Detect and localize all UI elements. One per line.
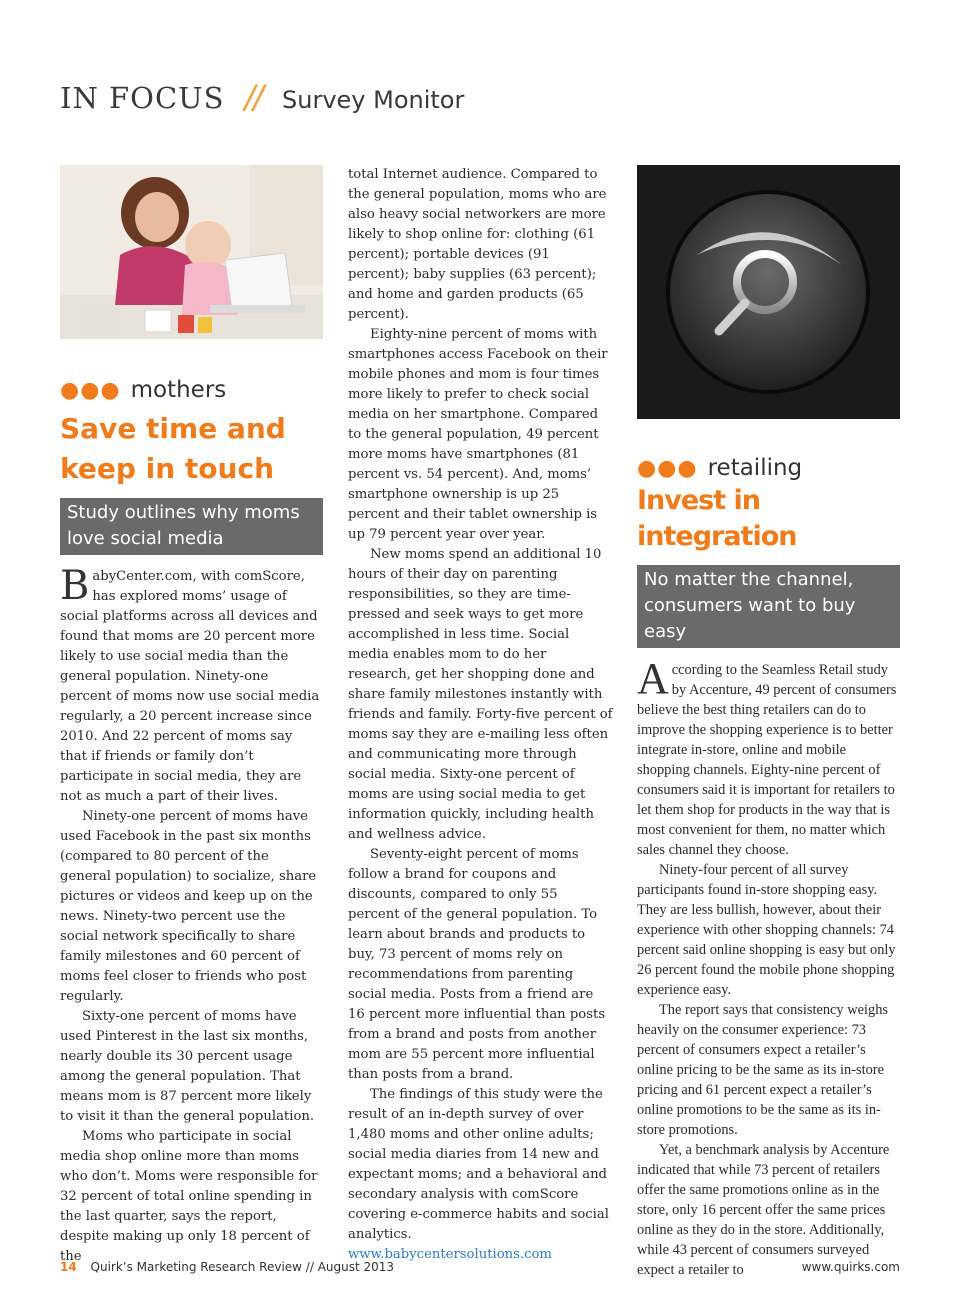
paragraph: Sixty-one percent of moms have used Pinterest in the last six months, nearly double its 30 percent usage among the general population. That means mom is 87 percent more likely to visit it than the general population. xyxy=(60,1009,315,1124)
dek-line: love social media xyxy=(67,528,224,549)
paragraph: New moms spend an additional 10 hours of their day on parenting responsibilities, so they are time-pressed and seek ways to get more accomplished in less time. Social media enables mom to do her research, get her shopping done and share family milestones instantly with friends and family. Forty-five percent of moms say they are e-mailing less often and communicating more through social media. Sixty-one percent of moms are using social media to get information quickly, including health and wellness advice. xyxy=(348,547,613,842)
paragraph: Seventy-eight percent of moms follow a brand for coupons and discounts, compared to only 55 percent of the general population. To learn about brands and products to buy, 73 percent of moms rely on recommendations from parenting social media. Posts from a friend are 16 percent more influential than posts from a brand and posts from another mom are 55 percent more influential than posts from a brand. xyxy=(348,847,606,1082)
paragraph: Moms who participate in social media shop online more than moms who don’t. Moms were responsible for 32 percent of total online spending in the last quarter, says the report, despite making up only 18 percent of the xyxy=(60,1129,318,1264)
bullet-dots-icon: ●●● xyxy=(60,377,121,403)
category-label-mothers xyxy=(60,377,323,403)
paragraph: BabyCenter.com, with comScore, has explored moms’ usage of social platforms across all devices and found that moms are 20 percent more likely to use social media than the general population. Ninety-one percent of moms now use social media regularly, a 20 percent increase since 2010. And 22 percent of moms say that if friends or family don’t participate in social media, they are not as much a part of their lives. xyxy=(60,563,320,804)
section-title: IN FOCUS xyxy=(60,81,225,115)
category-text: retailing xyxy=(707,455,803,481)
article-body-moms-continued xyxy=(348,165,613,1265)
page-number: 14 xyxy=(60,1260,77,1274)
mother-child-laptop-photo xyxy=(60,165,323,339)
photo-illustration xyxy=(60,165,323,339)
article-body-moms xyxy=(60,563,323,1267)
headline-retailing: Invest in integration xyxy=(637,485,797,552)
paragraph: total Internet audience. Compared to the general population, moms who are also heavy social networkers are more likely to shop online for: clothing (61 percent); portable devices (91 percent); baby supplies (63 percent); and home and garden products (65 percent). xyxy=(348,167,607,322)
headline-line: Save time and xyxy=(60,412,286,445)
drop-cap: B xyxy=(60,563,90,609)
dek-retailing xyxy=(637,565,900,648)
dek-moms xyxy=(60,498,323,555)
publication-line: Quirk’s Marketing Research Review // August 2013 xyxy=(90,1260,395,1274)
paragraph: Eighty-nine percent of moms with smartphones access Facebook on their mobile phones and mom is four times more likely to prefer to check social media on her smartphone. Compared to the general population, 49 percent more moms have smartphones (81 percent vs. 54 percent). And, moms’ smartphone ownership is up 25 percent and their tablet ownership is up 79 percent year over year. xyxy=(348,327,608,542)
bullet-dots-icon: ●●● xyxy=(637,455,698,481)
website-link[interactable]: www.quirks.com xyxy=(801,1260,900,1274)
subsection-title: Survey Monitor xyxy=(282,86,465,114)
magnifier-graphic xyxy=(637,165,900,419)
page-footer xyxy=(60,1260,900,1280)
paragraph: Ninety-four percent of all survey participants found in-store shopping easy. They are less bullish, however, about their experience with other shopping channels: 74 percent said online shopping is easy but only 26 percent found the mobile phone shopping experience easy. xyxy=(637,862,896,998)
column-1 xyxy=(60,165,323,1267)
article-body-retailing xyxy=(637,654,900,1280)
magnifier-icon xyxy=(637,165,900,419)
drop-cap: A xyxy=(637,654,669,703)
page-header xyxy=(60,78,464,128)
paragraph: According to the Seamless Retail study by Accenture, 49 percent of consumers believe the best thing retailers can do to improve the shopping experience is to better integrate in-store, online and mobile shopping channels. Eighty-nine percent of consumers said it is important for retailers to let them shop for products in the way that is most convenient for them, no matter which sales channel they choose. xyxy=(637,654,897,858)
dek-line: No matter the channel, xyxy=(644,569,854,590)
paragraph: Yet, a benchmark analysis by Accenture indicated that while 73 percent of retailers offer the same promotions online as in the store, only 16 percent offer the same prices online as they do in the store. Additionally, while 43 percent of consumers surveyed expect a retailer to xyxy=(637,1142,890,1278)
category-label-retailing xyxy=(637,455,900,481)
category-text: mothers xyxy=(130,377,227,403)
headline-moms xyxy=(60,409,323,489)
paragraph: The report says that consistency weighs heavily on the consumer experience: 73 percent of consumers expect a retailer’s online pricing to be the same as its in-store pricing and 61 percent expect a retailer’s online promotions to be the same as its in-store promotions. xyxy=(637,1002,888,1138)
header-separator: // xyxy=(244,78,263,116)
paragraph: The findings of this study were the result of an in-depth survey of over 1,480 moms and other online adults; social media diaries from 14 new and expectant moms; and a behavioral and secondary analysis with comScore covering e-commerce habits and social analytics. xyxy=(348,1087,609,1242)
dek-line: consumers want to buy easy xyxy=(644,595,856,642)
dek-line: Study outlines why moms xyxy=(67,502,300,523)
babycenter-link[interactable]: www.babycentersolutions.com xyxy=(348,1247,552,1262)
paragraph: Ninety-one percent of moms have used Facebook in the past six months (compared to 80 percent of the general population) to socialize, share pictures or videos and keep up on the news. Ninety-two percent use the social network specifically to share family milestones and 60 percent of moms feel closer to friends who post regularly. xyxy=(60,809,317,1004)
headline-line: keep in touch xyxy=(60,452,275,485)
column-2 xyxy=(348,165,613,1265)
column-3 xyxy=(637,165,900,1280)
